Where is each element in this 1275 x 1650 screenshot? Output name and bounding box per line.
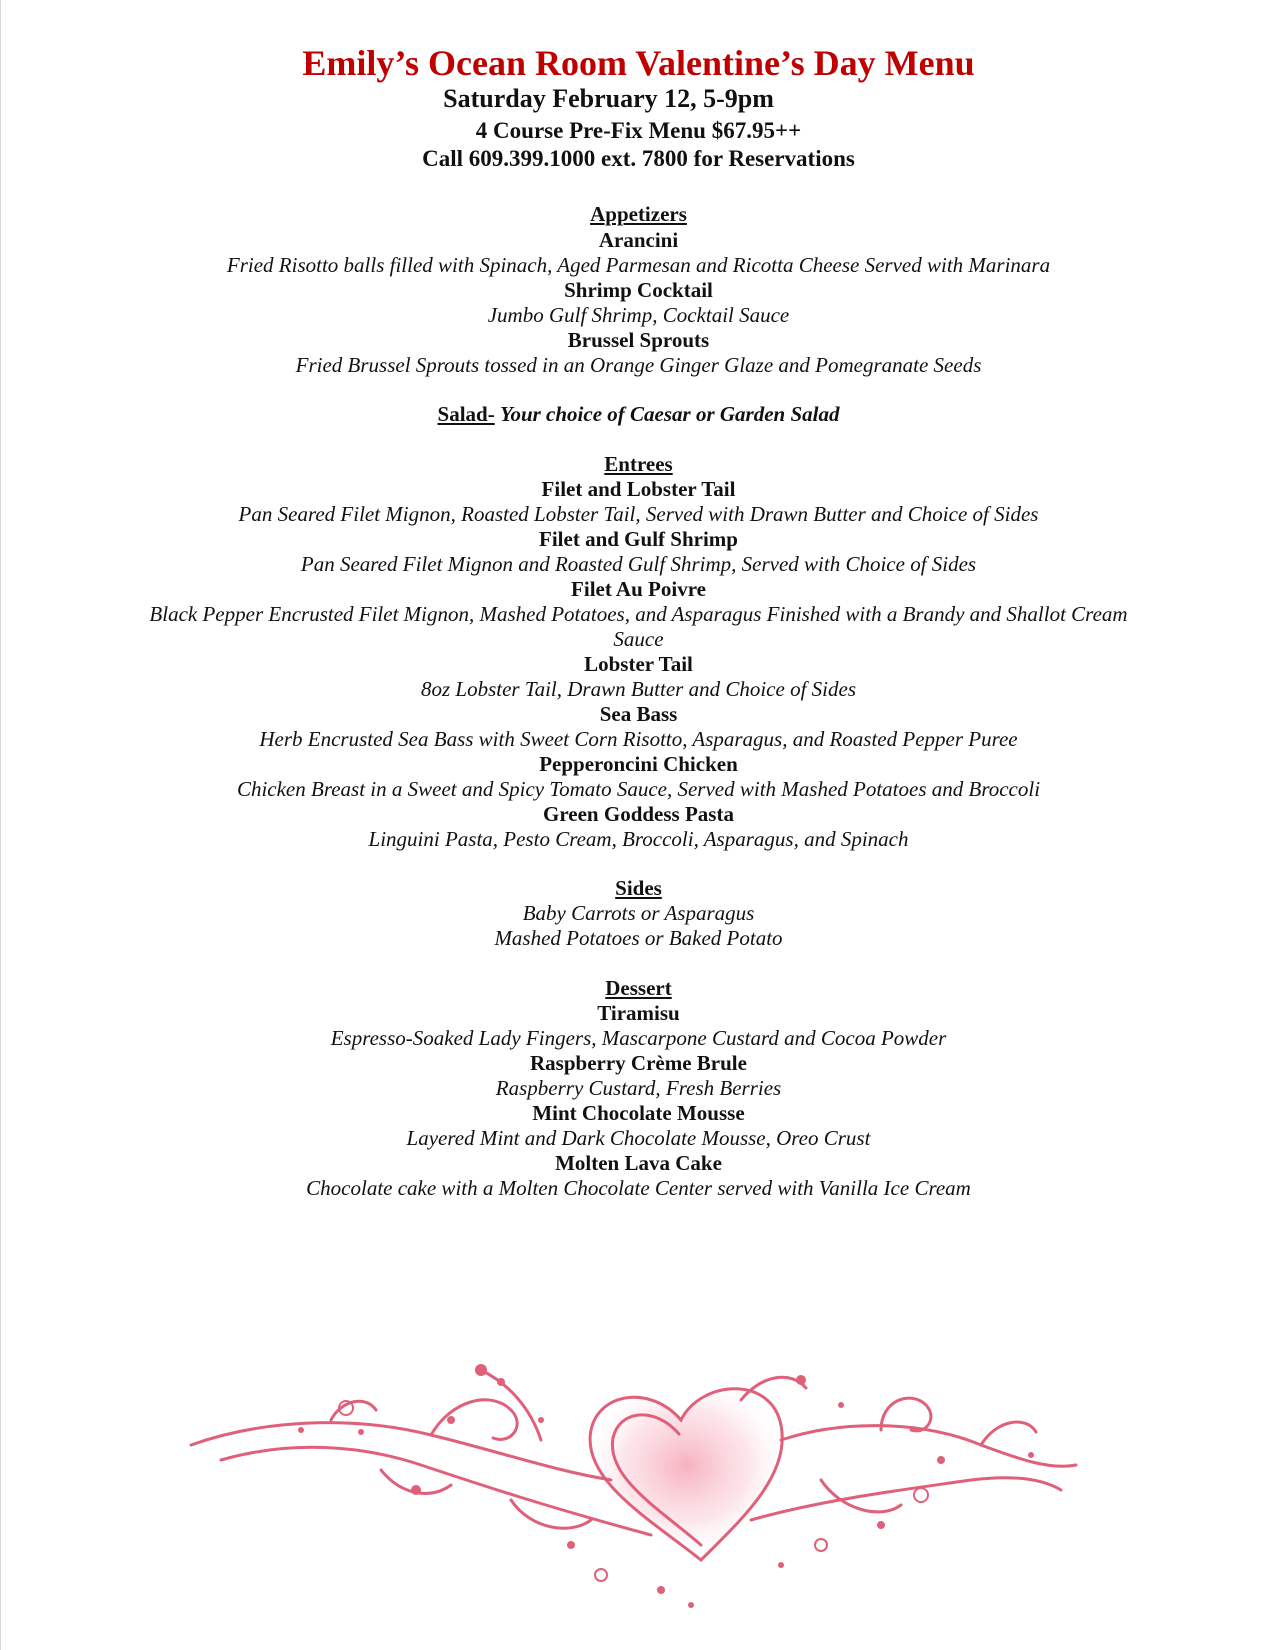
menu-item-desc: 8oz Lobster Tail, Drawn Butter and Choice of Sides bbox=[420, 677, 856, 701]
menu-item-name: Mint Chocolate Mousse bbox=[532, 1101, 745, 1125]
menu-item-desc: Fried Brussel Sprouts tossed in an Orange Ginger Glaze and Pomegranate Seeds bbox=[295, 353, 982, 377]
menu-item-name: Shrimp Cocktail bbox=[564, 278, 713, 302]
menu-item-name: Raspberry Crème Brule bbox=[530, 1051, 747, 1075]
menu-item-desc: Layered Mint and Dark Chocolate Mousse, Oreo Crust bbox=[406, 1126, 871, 1150]
entrees-heading: Entrees bbox=[604, 452, 673, 476]
menu-item-name: Arancini bbox=[598, 228, 679, 252]
menu-item-desc: Chicken Breast in a Sweet and Spicy Tomato Sauce, Served with Mashed Potatoes and Broccoli bbox=[236, 777, 1041, 801]
salad-line bbox=[1, 402, 1275, 427]
menu-item-name: Sea Bass bbox=[599, 702, 678, 726]
menu-item-name: Filet Au Poivre bbox=[571, 577, 706, 601]
menu-item-name: Filet and Lobster Tail bbox=[541, 477, 736, 501]
side-option: Mashed Potatoes or Baked Potato bbox=[494, 926, 783, 950]
menu-item-desc: Jumbo Gulf Shrimp, Cocktail Sauce bbox=[487, 303, 790, 327]
menu-item-desc: Herb Encrusted Sea Bass with Sweet Corn Risotto, Asparagus, and Roasted Pepper Puree bbox=[259, 727, 1018, 751]
menu-item-desc: Raspberry Custard, Fresh Berries bbox=[495, 1076, 782, 1100]
menu-item-name: Filet and Gulf Shrimp bbox=[539, 527, 738, 551]
menu-item-name: Pepperoncini Chicken bbox=[539, 752, 738, 776]
menu-item-desc-continued: Sauce bbox=[613, 627, 664, 651]
menu-item-desc: Pan Seared Filet Mignon and Roasted Gulf Shrimp, Served with Choice of Sides bbox=[300, 552, 977, 576]
menu-item-name: Green Goddess Pasta bbox=[543, 802, 734, 826]
menu-item-name: Molten Lava Cake bbox=[555, 1151, 722, 1175]
sides-heading: Sides bbox=[615, 876, 662, 900]
menu-item-desc: Espresso-Soaked Lady Fingers, Mascarpone Custard and Cocoa Powder bbox=[330, 1026, 947, 1050]
side-option: Baby Carrots or Asparagus bbox=[522, 901, 755, 925]
dessert-heading: Dessert bbox=[605, 976, 672, 1000]
menu-title: Emily’s Ocean Room Valentine’s Day Menu bbox=[302, 43, 975, 83]
appetizers-heading: Appetizers bbox=[590, 202, 687, 226]
salad-label: Salad- bbox=[437, 402, 495, 426]
menu-item-desc: Black Pepper Encrusted Filet Mignon, Mashed Potatoes, and Asparagus Finished with a Brandy and Shallot Cream bbox=[149, 602, 1128, 626]
menu-item-name: Lobster Tail bbox=[584, 652, 693, 676]
price-line: 4 Course Pre-Fix Menu $67.95++ bbox=[475, 118, 802, 143]
menu-item-name: Brussel Sprouts bbox=[567, 328, 710, 352]
menu-item-desc: Chocolate cake with a Molten Chocolate Center served with Vanilla Ice Cream bbox=[306, 1176, 971, 1200]
menu-item-desc: Pan Seared Filet Mignon, Roasted Lobster Tail, Served with Drawn Butter and Choice of Sides bbox=[238, 502, 1039, 526]
menu-item-desc: Linguini Pasta, Pesto Cream, Broccoli, Asparagus, and Spinach bbox=[368, 827, 909, 851]
heart-swirl-ornament-icon bbox=[181, 1360, 1081, 1610]
salad-text: Your choice of Caesar or Garden Salad bbox=[499, 402, 840, 426]
reservation-line: Call 609.399.1000 ext. 7800 for Reservations bbox=[422, 146, 855, 171]
menu-item-desc: Fried Risotto balls filled with Spinach, Aged Parmesan and Ricotta Cheese Served with Marinara bbox=[226, 253, 1051, 277]
menu-item-name: Tiramisu bbox=[597, 1001, 680, 1025]
event-date: Saturday February 12, 5-9pm bbox=[443, 84, 774, 113]
